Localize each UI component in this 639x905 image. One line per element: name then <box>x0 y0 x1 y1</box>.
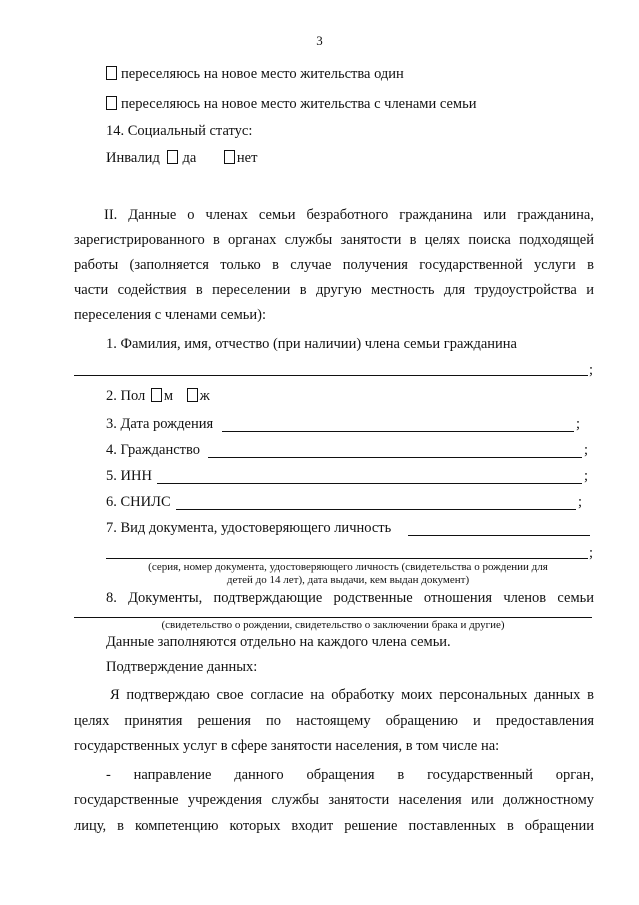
disability-no-checkbox[interactable] <box>224 150 235 164</box>
relocation-alone-checkbox[interactable] <box>106 66 117 80</box>
relocation-alone-label: переселяюсь на новое место жительства один <box>121 66 404 82</box>
disability-label: Инвалид <box>106 150 160 166</box>
consent-line-2: целях принятия решения по настоящему обращению и предоставления <box>74 713 594 729</box>
birth-label: 3. Дата рождения <box>106 416 214 432</box>
kinship-input-line[interactable] <box>74 617 592 618</box>
citizenship-label: 4. Гражданство <box>106 442 201 458</box>
fio-semicolon: ; <box>589 362 594 378</box>
section2-line-1: II. Данные о членах семьи безработного гражданина или гражданина, <box>104 207 594 223</box>
sex-m-checkbox[interactable] <box>151 388 162 402</box>
id-doc-semicolon: ; <box>589 545 594 561</box>
snils-semicolon: ; <box>578 494 583 510</box>
id-doc-label: 7. Вид документа, удостоверяющего личность <box>106 520 392 536</box>
sex-f-checkbox[interactable] <box>187 388 198 402</box>
id-doc-details-input-line[interactable] <box>106 558 588 559</box>
snils-input-line[interactable] <box>176 509 576 510</box>
relocation-family-checkbox[interactable] <box>106 96 117 110</box>
consent-line-3: государственных услуг в сфере занятости населения, в том числе на: <box>74 738 500 754</box>
social-status-heading: 14. Социальный статус: <box>106 123 253 139</box>
inn-label: 5. ИНН <box>106 468 152 484</box>
direction-line-2: государственные учреждения службы занятости населения или должностному <box>74 792 594 808</box>
birth-semicolon: ; <box>576 416 581 432</box>
confirm-heading: Подтверждение данных: <box>106 659 258 675</box>
page-number: 3 <box>316 33 323 48</box>
sex-label: 2. Пол <box>106 388 146 404</box>
direction-line-3: лицу, в компетенцию которых входит решение поставленных в обращении <box>74 818 594 834</box>
consent-line-1: Я подтверждаю свое согласие на обработку моих персональных данных в <box>110 687 594 703</box>
disability-no-label: нет <box>236 150 258 166</box>
citizenship-semicolon: ; <box>584 442 589 458</box>
fio-input-line[interactable] <box>74 375 588 376</box>
direction-line-1: - направление данного обращения в государственный орган, <box>106 767 594 783</box>
disability-yes-label: да <box>182 150 197 166</box>
sex-f-label: ж <box>199 388 210 404</box>
id-doc-hint-1: (серия, номер документа, удостоверяющего личность (свидетельства о рождении для <box>148 561 548 573</box>
snils-label: 6. СНИЛС <box>106 494 171 510</box>
id-doc-type-input-line[interactable] <box>408 535 590 536</box>
kinship-hint: (свидетельство о рождении, свидетельство о заключении брака и другие) <box>161 619 505 631</box>
section2-line-2: зарегистрированного в органах службы занятости в целях поиска подходящей <box>74 232 594 248</box>
note-text: Данные заполняются отдельно на каждого члена семьи. <box>106 634 451 650</box>
birth-input-line[interactable] <box>222 431 574 432</box>
inn-input-line[interactable] <box>157 483 582 484</box>
section2-line-3: работы (заполняется только в случае получения государственной услуги в <box>74 257 594 273</box>
disability-row <box>106 150 257 167</box>
fio-label: 1. Фамилия, имя, отчество (при наличии) члена семьи гражданина <box>106 336 517 352</box>
section2-line-5: переселения с членами семьи): <box>74 307 267 323</box>
sex-m-label: м <box>163 388 174 404</box>
id-doc-hint-2: детей до 14 лет), дата выдачи, кем выдан документ) <box>226 574 470 586</box>
disability-yes-checkbox[interactable] <box>167 150 178 164</box>
section2-line-4: части содействия в переселении в другую местность для трудоустройства и <box>74 282 594 298</box>
kinship-label: 8. Документы, подтверждающие родственные отношения членов семьи <box>106 590 594 606</box>
relocation-alone-option[interactable] <box>106 66 404 83</box>
citizenship-input-line[interactable] <box>208 457 582 458</box>
relocation-family-label: переселяюсь на новое место жительства с членами семьи <box>121 96 477 112</box>
inn-semicolon: ; <box>584 468 589 484</box>
relocation-family-option[interactable] <box>106 96 476 113</box>
sex-row <box>106 388 210 405</box>
